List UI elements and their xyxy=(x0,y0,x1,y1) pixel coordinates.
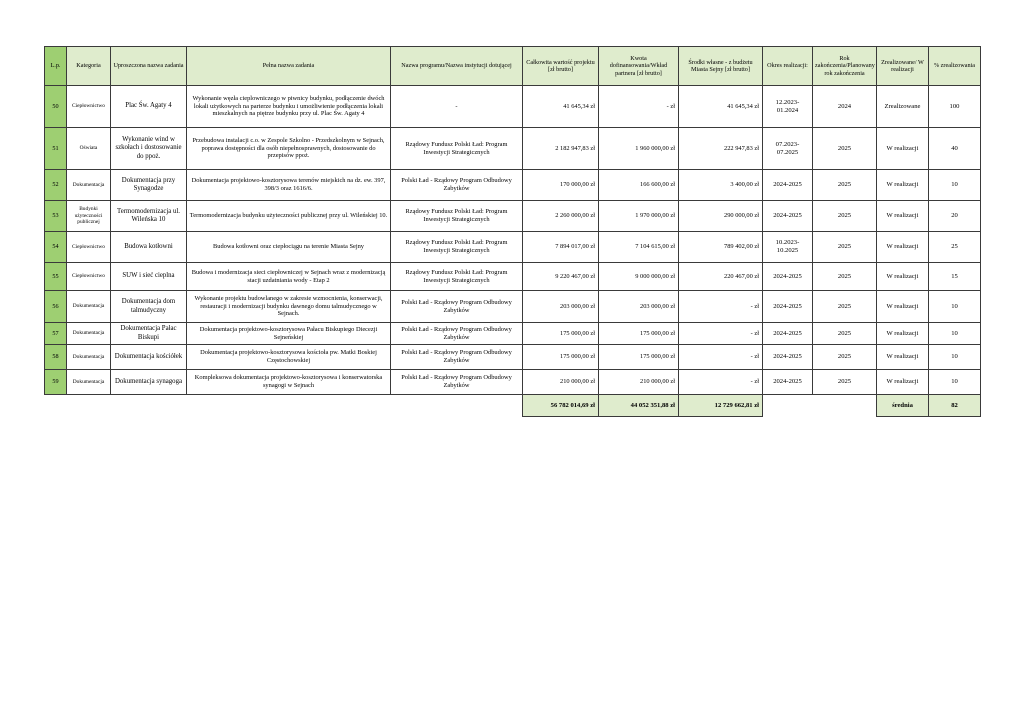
status-cell: Zrealizowane xyxy=(877,86,929,128)
program-cell: Polski Ład - Rządowy Program Odbudowy Zabytków xyxy=(391,170,523,201)
lp-cell: 59 xyxy=(45,370,67,395)
procent-cell: 20 xyxy=(929,201,981,232)
program-cell: Rządowy Fundusz Polski Ład: Program Inwestycji Strategicznych xyxy=(391,128,523,170)
status-cell: W realizacji xyxy=(877,370,929,395)
rok-cell: 2025 xyxy=(813,370,877,395)
uproszczona-cell: Termomodernizacja ul. Wileńska 10 xyxy=(111,201,187,232)
srodki-cell: 290 000,00 zł xyxy=(679,201,763,232)
kategoria-cell: Oświata xyxy=(67,128,111,170)
calkowita-cell: 210 000,00 zł xyxy=(523,370,599,395)
lp-cell: 53 xyxy=(45,201,67,232)
lp-cell: 54 xyxy=(45,232,67,263)
procent-cell: 10 xyxy=(929,370,981,395)
kategoria-cell: Budynki użyteczności publicznej xyxy=(67,201,111,232)
status-cell: W realizacji xyxy=(877,170,929,201)
srodki-cell: 789 402,00 zł xyxy=(679,232,763,263)
lp-cell: 55 xyxy=(45,263,67,291)
procent-cell: 15 xyxy=(929,263,981,291)
kategoria-cell: Ciepłownictwo xyxy=(67,232,111,263)
pelna-cell: Dokumentacja projektowo-kosztorysowa Pałacu Biskupiego Diecezji Sejneńskiej xyxy=(187,323,391,345)
header-lp: L.p. xyxy=(45,47,67,86)
calkowita-cell: 9 220 467,00 zł xyxy=(523,263,599,291)
procent-cell: 10 xyxy=(929,170,981,201)
average-label: średnia xyxy=(877,395,929,417)
okres-cell: 2024-2025 xyxy=(763,291,813,323)
table-row xyxy=(45,86,981,128)
pelna-cell: Dokumentacja projektowo-kosztorysowa kościoła pw. Matki Boskiej Częstochowskiej xyxy=(187,345,391,370)
header-pelna-nazwa: Pełna nazwa zadania xyxy=(187,47,391,86)
header-calkowita-wartosc: Całkowita wartość projektu [zł brutto] xyxy=(523,47,599,86)
lp-cell: 56 xyxy=(45,291,67,323)
srodki-cell: 222 947,83 zł xyxy=(679,128,763,170)
header-okres-realizacji: Okres realizacji: xyxy=(763,47,813,86)
kategoria-cell: Dokumentacja xyxy=(67,370,111,395)
pelna-cell: Wykonanie projektu budowlanego w zakresie wzmocnienia, konserwacji, restauracji i modernizacji budynku dawnego domu talmudycznego w Sejnach. xyxy=(187,291,391,323)
rok-cell: 2025 xyxy=(813,170,877,201)
okres-cell: 2024-2025 xyxy=(763,263,813,291)
rok-cell: 2025 xyxy=(813,128,877,170)
kwota-cell: 1 960 000,00 zł xyxy=(599,128,679,170)
program-cell: Rządowy Fundusz Polski Ład: Program Inwestycji Strategicznych xyxy=(391,201,523,232)
kwota-cell: 1 970 000,00 zł xyxy=(599,201,679,232)
status-cell: W realizacji xyxy=(877,128,929,170)
lp-cell: 50 xyxy=(45,86,67,128)
header-srodki-wlasne: Środki własne - z budżetu Miasta Sejny [zł brutto] xyxy=(679,47,763,86)
lp-cell: 58 xyxy=(45,345,67,370)
okres-cell: 2024-2025 xyxy=(763,345,813,370)
kwota-cell: - zł xyxy=(599,86,679,128)
table-row xyxy=(45,263,981,291)
uproszczona-cell: Wykonanie wind w szkołach i dostosowanie do ppoż. xyxy=(111,128,187,170)
rok-cell: 2025 xyxy=(813,323,877,345)
calkowita-cell: 2 260 000,00 zł xyxy=(523,201,599,232)
calkowita-cell: 175 000,00 zł xyxy=(523,345,599,370)
status-cell: W realizacji xyxy=(877,232,929,263)
rok-cell: 2024 xyxy=(813,86,877,128)
header-uproszczona-nazwa: Uproszczona nazwa zadania xyxy=(111,47,187,86)
procent-cell: 40 xyxy=(929,128,981,170)
okres-cell: 2024-2025 xyxy=(763,323,813,345)
okres-cell: 2024-2025 xyxy=(763,370,813,395)
header-row xyxy=(45,47,981,86)
header-procent: % zrealizowania xyxy=(929,47,981,86)
calkowita-cell: 7 894 017,00 zł xyxy=(523,232,599,263)
kwota-cell: 210 000,00 zł xyxy=(599,370,679,395)
srodki-cell: - zł xyxy=(679,291,763,323)
uproszczona-cell: Dokumentacja Pałac Biskupi xyxy=(111,323,187,345)
pelna-cell: Budowa kotłowni oraz ciepłociągu na terenie Miasta Sejny xyxy=(187,232,391,263)
header-status: Zrealizowane/ W realizacji xyxy=(877,47,929,86)
srodki-cell: - zł xyxy=(679,345,763,370)
kategoria-cell: Dokumentacja xyxy=(67,345,111,370)
status-cell: W realizacji xyxy=(877,201,929,232)
uproszczona-cell: Budowa kotłowni xyxy=(111,232,187,263)
lp-cell: 52 xyxy=(45,170,67,201)
program-cell: Polski Ład - Rządowy Program Odbudowy Zabytków xyxy=(391,345,523,370)
lp-cell: 57 xyxy=(45,323,67,345)
lp-cell: 51 xyxy=(45,128,67,170)
table-row xyxy=(45,345,981,370)
rok-cell: 2025 xyxy=(813,263,877,291)
table-row xyxy=(45,323,981,345)
average-value: 82 xyxy=(929,395,981,417)
uproszczona-cell: Dokumentacja synagoga xyxy=(111,370,187,395)
status-cell: W realizacji xyxy=(877,323,929,345)
procent-cell: 100 xyxy=(929,86,981,128)
calkowita-cell: 203 000,00 zł xyxy=(523,291,599,323)
kategoria-cell: Dokumentacja xyxy=(67,323,111,345)
program-cell: - xyxy=(391,86,523,128)
uproszczona-cell: Dokumentacja dom talmudyczny xyxy=(111,291,187,323)
okres-cell: 10.2023-10.2025 xyxy=(763,232,813,263)
calkowita-cell: 175 000,00 zł xyxy=(523,323,599,345)
kwota-cell: 203 000,00 zł xyxy=(599,291,679,323)
calkowita-cell: 170 000,00 zł xyxy=(523,170,599,201)
header-rok-zakonczenia: Rok zakończenia/Planowany rok zakończenia xyxy=(813,47,877,86)
projects-table xyxy=(44,46,981,417)
uproszczona-cell: Dokumentacja kościółek xyxy=(111,345,187,370)
uproszczona-cell: SUW i sieć cieplna xyxy=(111,263,187,291)
srodki-cell: 41 645,34 zł xyxy=(679,86,763,128)
kwota-cell: 175 000,00 zł xyxy=(599,345,679,370)
total-srodki: 12 729 662,81 zł xyxy=(679,395,763,417)
kategoria-cell: Ciepłownictwo xyxy=(67,86,111,128)
pelna-cell: Dokumentacja projektowo-kosztorysowa terenów miejskich na dz. ew. 397, 398/3 oraz 1616/6. xyxy=(187,170,391,201)
table-row xyxy=(45,370,981,395)
program-cell: Polski Ład - Rządowy Program Odbudowy Zabytków xyxy=(391,323,523,345)
pelna-cell: Przebudowa instalacji c.o. w Zespole Szkolno - Przedszkolnym w Sejnach, poprawa dostępności dla osób niepełnosprawnych, dostosowanie do przepisów ppoż. xyxy=(187,128,391,170)
rok-cell: 2025 xyxy=(813,345,877,370)
okres-cell: 2024-2025 xyxy=(763,201,813,232)
calkowita-cell: 2 182 947,83 zł xyxy=(523,128,599,170)
kategoria-cell: Dokumentacja xyxy=(67,170,111,201)
kwota-cell: 7 104 615,00 zł xyxy=(599,232,679,263)
program-cell: Polski Ład - Rządowy Program Odbudowy Zabytków xyxy=(391,291,523,323)
table-row xyxy=(45,232,981,263)
pelna-cell: Kompleksowa dokumentacja projektowo-kosztorysowa i konserwatorska synagogi w Sejnach xyxy=(187,370,391,395)
program-cell: Polski Ład - Rządowy Program Odbudowy Zabytków xyxy=(391,370,523,395)
okres-cell: 12.2023-01.2024 xyxy=(763,86,813,128)
srodki-cell: 220 467,00 zł xyxy=(679,263,763,291)
procent-cell: 10 xyxy=(929,345,981,370)
program-cell: Rządowy Fundusz Polski Ład: Program Inwestycji Strategicznych xyxy=(391,263,523,291)
uproszczona-cell: Plac Św. Agaty 4 xyxy=(111,86,187,128)
pelna-cell: Termomodernizacja budynku użyteczności publicznej przy ul. Wileńskiej 10. xyxy=(187,201,391,232)
status-cell: W realizacji xyxy=(877,345,929,370)
kategoria-cell: Ciepłownictwo xyxy=(67,263,111,291)
header-program: Nazwa programu/Nazwa instytucji dotującej xyxy=(391,47,523,86)
rok-cell: 2025 xyxy=(813,232,877,263)
calkowita-cell: 41 645,34 zł xyxy=(523,86,599,128)
okres-cell: 2024-2025 xyxy=(763,170,813,201)
program-cell: Rządowy Fundusz Polski Ład: Program Inwestycji Strategicznych xyxy=(391,232,523,263)
rok-cell: 2025 xyxy=(813,201,877,232)
total-calkowita: 56 782 014,69 zł xyxy=(523,395,599,417)
status-cell: W realizacji xyxy=(877,291,929,323)
srodki-cell: 3 400,00 zł xyxy=(679,170,763,201)
procent-cell: 10 xyxy=(929,323,981,345)
table-row xyxy=(45,291,981,323)
totals-row xyxy=(45,395,981,417)
rok-cell: 2025 xyxy=(813,291,877,323)
kwota-cell: 175 000,00 zł xyxy=(599,323,679,345)
procent-cell: 10 xyxy=(929,291,981,323)
kwota-cell: 9 000 000,00 zł xyxy=(599,263,679,291)
procent-cell: 25 xyxy=(929,232,981,263)
srodki-cell: - zł xyxy=(679,323,763,345)
header-kategoria: Kategoria xyxy=(67,47,111,86)
uproszczona-cell: Dokumentacja przy Synagodze xyxy=(111,170,187,201)
status-cell: W realizacji xyxy=(877,263,929,291)
header-kwota-dofinansowania: Kwota dofinansowania/Wkład partnera [zł brutto] xyxy=(599,47,679,86)
kwota-cell: 166 600,00 zł xyxy=(599,170,679,201)
total-kwota: 44 052 351,88 zł xyxy=(599,395,679,417)
table-row xyxy=(45,128,981,170)
okres-cell: 07.2023-07.2025 xyxy=(763,128,813,170)
pelna-cell: Budowa i modernizacja sieci ciepłowniczej w Sejnach wraz z modernizacją stacji uzdatniania wody - Etap 2 xyxy=(187,263,391,291)
srodki-cell: - zł xyxy=(679,370,763,395)
kategoria-cell: Dokumentacja xyxy=(67,291,111,323)
pelna-cell: Wykonanie węzła cieplowniczego w piwnicy budynku, podłączenie dwóch lokali użytkowych na parterze budynku i umożliwienie podłączenia lokali mieszkalnych na piętrze budynku przy ul. Plac Św. Agaty 4 xyxy=(187,86,391,128)
table-row xyxy=(45,201,981,232)
table-row xyxy=(45,170,981,201)
